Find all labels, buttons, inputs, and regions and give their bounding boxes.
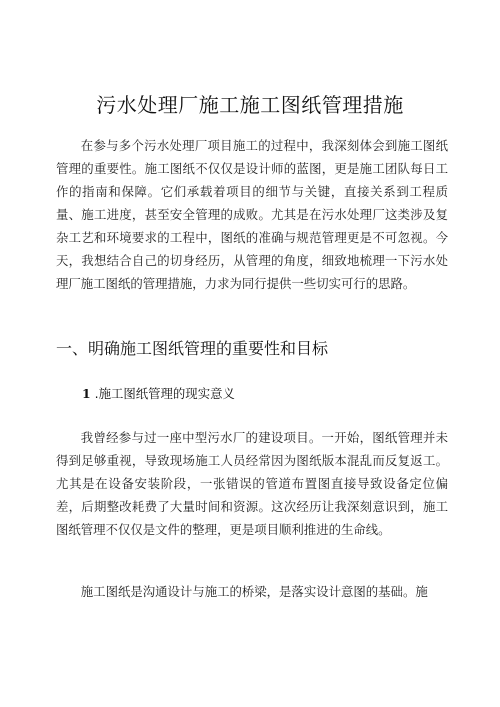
- subsection-number: 1: [82, 386, 91, 401]
- intro-paragraph: 在参与多个污水处理厂项目施工的过程中，我深刻体会到施工图纸管理的重要性。施工图纸不仅仅是设计师的蓝图，更是施工团队每日工作的指南和保障。它们承载着项目的细节与关键，直接关系到工程质量、施工进度，甚至安全管理的成败。尤其是在污水处理厂这类涉及复杂工艺和环境要求的工程中，图纸的准确与规范管理更是不可忽视。今天，我想结合自己的切身经历，从管理的角度，细致地梳理一下污水处理厂施工图纸的管理措施，力求为同行提供一些切实可行的思路。: [56, 138, 448, 291]
- subsection-heading: [82, 385, 235, 403]
- body-paragraph: 我曾经参与过一座中型污水厂的建设项目。一开始，图纸管理并未得到足够重视，导致现场施工人员经常因为图纸版本混乱而反复返工。尤其是在设备安装阶段，一张错误的管道布置图直接导致设备定位偏差，后期整改耗费了大量时间和资源。这次经历让我深刻意识到，施工图纸管理不仅仅是文件的整理，更是项目顺利推进的生命线。: [56, 430, 448, 537]
- section-heading: 一、明确施工图纸管理的重要性和目标: [56, 339, 329, 358]
- document-title: 污水处理厂施工施工图纸管理措施: [96, 93, 404, 117]
- body-paragraph: 施工图纸是沟通设计与施工的桥梁，是落实设计意图的基础。施: [80, 584, 428, 599]
- subsection-title: .施工图纸管理的现实意义: [94, 386, 235, 401]
